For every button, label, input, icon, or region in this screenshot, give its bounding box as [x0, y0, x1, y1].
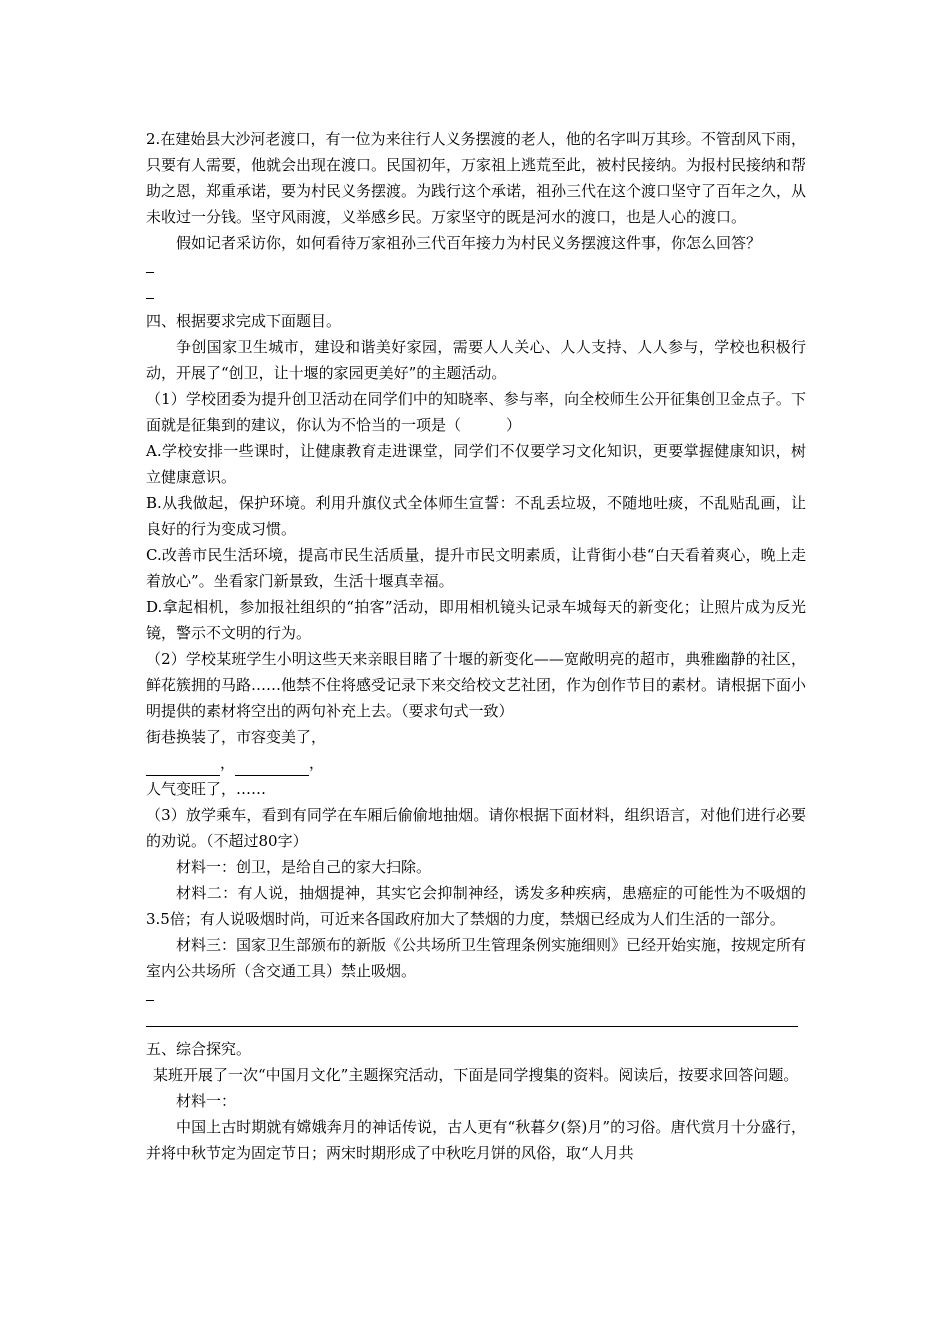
section-4-heading: 四、根据要求完成下面题目。 — [146, 312, 342, 330]
q2-passage: 2.在建始县大沙河老渡口，有一位为来往行人义务摆渡的老人，他的名字叫万其珍。不管刮风下雨，只要有人需要，他就会出现在渡口。民国初年，万家祖上逃荒至此，被村民接纳。为报村民接纳和帮助之恩，郑重承诺，要为村民义务摆渡。为践行这个承诺，祖孙三代在这个渡口坚守了百年之久，从未收过一分钱。坚守风雨渡，义举感乡民。万家坚守的既是河水的渡口，也是人心的渡口。 — [146, 130, 807, 226]
fill-blank-1[interactable] — [146, 757, 220, 776]
q2-question: 假如记者采访你，如何看待万家祖孙三代百年接力为村民义务摆渡这件事，你怎么回答？ — [176, 234, 762, 252]
answer-mark — [146, 1000, 154, 1001]
question-1: （1）学校团委为提升创卫活动在同学们中的知晓率、参与率，向全校师生公开征集创卫金点子。下面就是征集到的建议，你认为不恰当的一项是（ ） — [146, 390, 806, 434]
fill-sep-1: ， — [220, 754, 236, 772]
answer-mark — [146, 272, 154, 273]
material-2: 材料二：有人说，抽烟提神，其实它会抑制神经，诱发多种疾病，患癌症的可能性为不吸烟的3.5倍；有人说吸烟时尚，可近来各国政府加大了禁烟的力度，禁烟已经成为人们生活的一部分。 — [146, 884, 806, 928]
answer-line[interactable] — [146, 256, 806, 282]
answer-rule[interactable] — [146, 1010, 806, 1036]
option-d: D.拿起相机，参加报社组织的“拍客”活动，即用相机镜头记录车城每天的新变化；让照片成为反光镜，警示不文明的行为。 — [146, 598, 806, 642]
section-5-intro: 某班开展了一次“中国月文化”主题探究活动，下面是同学搜集的资料。阅读后，按要求回答问题。 — [153, 1066, 799, 1084]
fill-sep-2: ， — [309, 754, 325, 772]
answer-mark — [146, 298, 154, 299]
fill-blank-2[interactable] — [235, 757, 309, 776]
material-line-3: 人气变旺了，…… — [146, 780, 267, 798]
material-1: 材料一：创卫，是给自己的家大扫除。 — [176, 858, 432, 876]
question-3: （3）放学乘车，看到有同学在车厢后偷偷地抽烟。请你根据下面材料，组织语言，对他们进行必要的劝说。（不超过80字） — [146, 806, 806, 850]
option-a: A.学校安排一些课时，让健康教育走进课堂，同学们不仅要学习文化知识，更要掌握健康知识，树立健康意识。 — [146, 442, 806, 486]
answer-line[interactable] — [146, 984, 806, 1010]
material-text: 中国上古时期就有嫦娥奔月的神话传说，古人更有“秋暮夕(祭)月”的习俗。唐代赏月十分盛行，并将中秋节定为固定节日；两宋时期形成了中秋吃月饼的风俗，取“人月共 — [146, 1118, 806, 1162]
question-2: （2）学校某班学生小明这些天来亲眼目睹了十堰的新变化——宽敞明亮的超市，典雅幽静的社区，鲜花簇拥的马路……他禁不住将感受记录下来交给校文艺社团，作为创作节目的素材。请根据下面小明提供的素材将空出的两句补充上去。（要求句式一致） — [146, 650, 807, 720]
document-page — [146, 126, 806, 1166]
option-b-text: B.从我做起，保护环境。利用升旗仪式全体师生宣誓：不乱丢垃圾，不随地吐痰，不乱贴乱画，让良好的行为变成习惯。 — [146, 494, 806, 538]
answer-line[interactable] — [146, 282, 806, 308]
material-line-1: 街巷换装了，市容变美了， — [146, 728, 327, 746]
section-5-heading: 五、综合探究。 — [146, 1040, 252, 1058]
option-c: C.改善市民生活环境，提高市民生活质量，提升市民文明素质，让背街小巷“白天看着爽心，晚上走着放心”。坐看家门新景致，生活十堰真幸福。 — [146, 546, 806, 590]
option-b — [146, 490, 806, 542]
material-3: 材料三：国家卫生部颁布的新版《公共场所卫生管理条例实施细则》已经开始实施，按规定所有室内公共场所（含交通工具）禁止吸烟。 — [146, 936, 807, 980]
material-label: 材料一： — [176, 1092, 237, 1110]
answer-rule-line — [146, 1026, 798, 1027]
fill-in-row — [146, 750, 806, 776]
section-4-intro: 争创国家卫生城市，建设和谐美好家园，需要人人关心、人人支持、人人参与，学校也积极行动，开展了“创卫，让十堰的家园更美好”的主题活动。 — [146, 338, 806, 382]
